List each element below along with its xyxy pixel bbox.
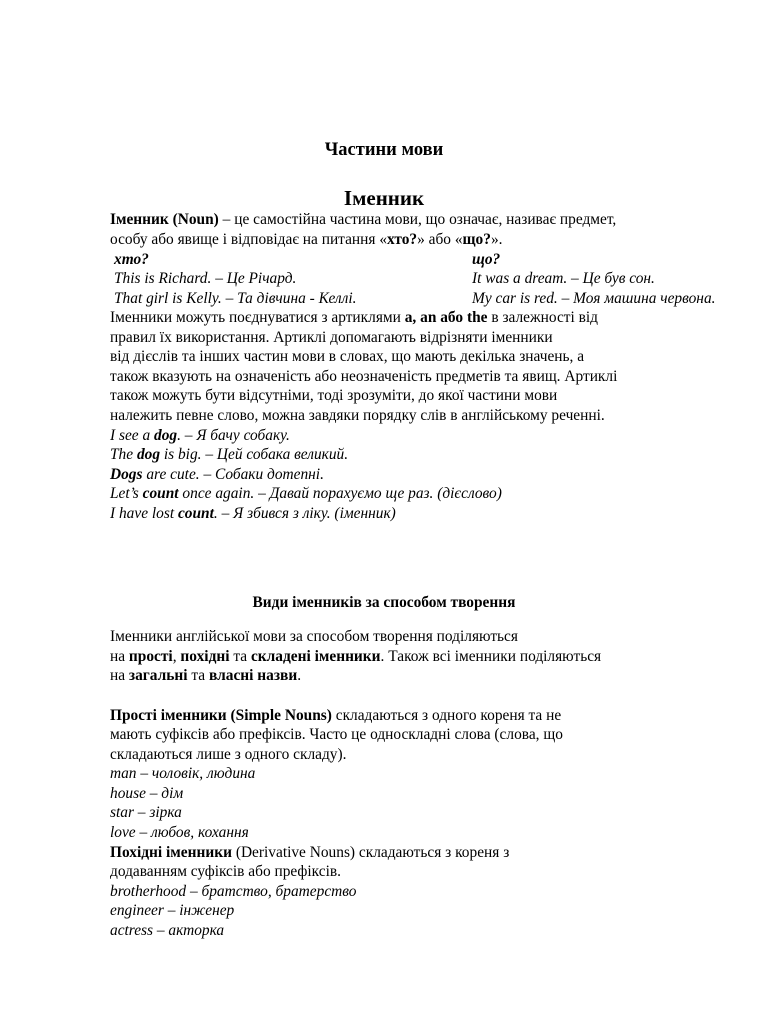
articles-line-5: також можуть бути відсутніми, тоді зрозуміти, до якої частини мови — [110, 387, 558, 404]
article-example: Dogs are cute. – Собаки дотепні. — [110, 466, 324, 483]
articles-line-6: належить певне слово, можна завдяки порядку слів в англійському реченні. — [110, 407, 605, 424]
table-header-what: що? — [472, 251, 501, 268]
derivative-example: actress – акторка — [110, 922, 225, 939]
section-title-formation: Види іменників за способом творення — [252, 594, 516, 611]
page-title: Частини мови — [324, 140, 444, 160]
table-cell: This is Richard. – Це Річард. — [114, 270, 297, 287]
derivative-line-2: додаванням суфіксів або префіксів. — [110, 863, 342, 880]
table-cell: My car is red. – Моя машина червона. — [472, 290, 716, 307]
simple-example: love – любов, кохання — [110, 824, 249, 841]
articles-line-4: також вказують на означеність або неозначеність предметів та явищ. Артиклі — [110, 368, 618, 385]
table-cell: It was a dream. – Це був сон. — [472, 270, 655, 287]
derivative-example: brotherhood – братство, братерство — [110, 883, 357, 900]
article-example: I see a dog. – Я бачу собаку. — [110, 427, 290, 444]
simple-example: man – чоловік, людина — [110, 765, 256, 782]
article-example: Let’s count once again. – Давай порахуємо ще раз. (дієслово) — [110, 485, 502, 502]
simple-example: star – зірка — [110, 804, 182, 821]
term-noun: Іменник (Noun) — [110, 211, 219, 228]
definition-line-1: Іменник (Noun) – це самостійна частина мови, що означає, називає предмет, — [110, 211, 617, 228]
simple-example: house – дім — [110, 785, 184, 802]
formation-line-1: Іменники англійської мови за способом творення поділяються — [110, 628, 518, 645]
table-cell: That girl is Kelly. – Та дівчина - Келлі. — [114, 290, 357, 307]
simple-line-3: складаються лише з одного складу). — [110, 746, 347, 763]
formation-line-2: на прості, похідні та складені іменники. Також всі іменники поділяються — [110, 648, 602, 665]
formation-line-3: на загальні та власні назви. — [110, 667, 302, 684]
articles-line-3: від дієслів та інших частин мови в словах, що мають декілька значень, а — [110, 348, 585, 365]
simple-line-1: Прості іменники (Simple Nouns) складаються з одного кореня та не — [110, 707, 562, 724]
article-example: I have lost count. – Я збився з ліку. (іменник) — [110, 505, 396, 522]
articles-line-1: Іменники можуть поєднуватися з артиклями a, an або the в залежності від — [110, 309, 599, 326]
derivative-line-1: Похідні іменники (Derivative Nouns) складаються з кореня з — [110, 844, 510, 861]
derivative-example: engineer – інженер — [110, 902, 235, 919]
definition-line-2: особу або явище і відповідає на питання «хто?» або «що?». — [110, 231, 503, 248]
simple-line-2: мають суфіксів або префіксів. Часто це односкладні слова (слова, що — [110, 726, 563, 743]
articles-line-2: правил їх використання. Артиклі допомагають відрізняти іменники — [110, 329, 553, 346]
article-example: The dog is big. – Цей собака великий. — [110, 446, 349, 463]
section-heading-noun: Іменник — [343, 186, 425, 210]
table-header-who: хто? — [114, 251, 149, 268]
